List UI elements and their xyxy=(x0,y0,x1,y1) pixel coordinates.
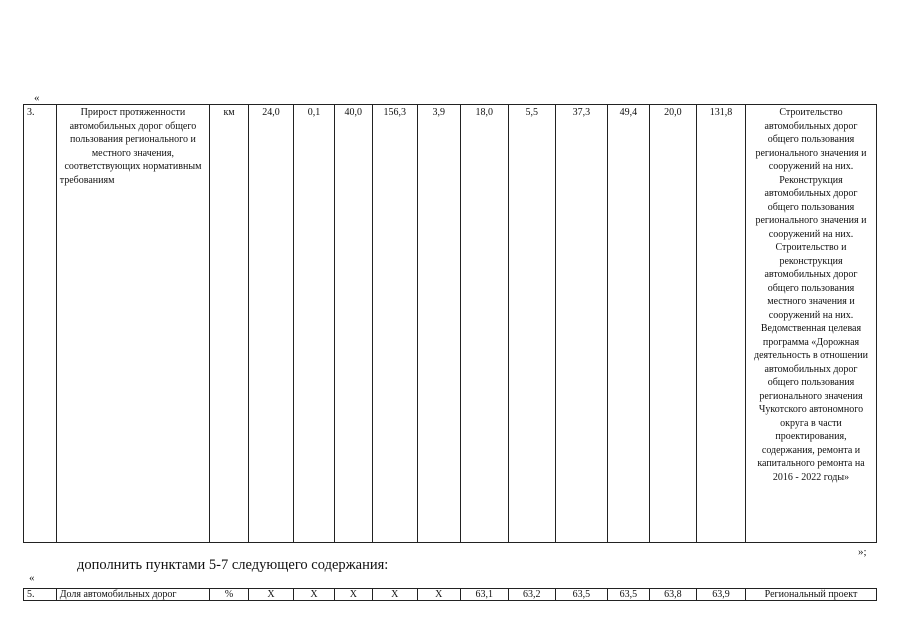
value-cell: 63,5 xyxy=(607,589,649,601)
opening-quote-2: « xyxy=(29,572,35,584)
value-cell: 20,0 xyxy=(649,105,696,543)
value-cell: 63,2 xyxy=(508,589,555,601)
value-cell: 37,3 xyxy=(555,105,607,543)
value-cell: Х xyxy=(372,589,417,601)
table-row xyxy=(24,589,877,601)
amendment-text: дополнить пунктами 5-7 следующего содержания: xyxy=(77,557,389,573)
value-cell: 49,4 xyxy=(607,105,649,543)
value-cell: 18,0 xyxy=(460,105,508,543)
unit-cell: % xyxy=(210,589,249,601)
row-number: 5. xyxy=(24,589,57,601)
value-cell: 24,0 xyxy=(248,105,293,543)
value-cell: 63,8 xyxy=(649,589,696,601)
value-cell: Х xyxy=(293,589,334,601)
row-number: 3. xyxy=(24,105,57,543)
measures-cell: Строительство автомобильных дорог общего пользования регионального значения и сооружений на них. Реконструкция автомобильных дорог общего пользования регионального значения и сооружений на них. Строительство и реконструкция автомобильных дорог общего пользования местного значения и сооружений на них. Ведомственная целевая программа «Дорожная деятельность в отношении автомобильных дорог общего пользования регионального значения Чукотского автономного округа в части проектирования, содержания, ремонта и капитального ремонта на 2016 - 2022 годы» xyxy=(745,105,876,543)
value-cell: 156,3 xyxy=(372,105,417,543)
closing-mark: »; xyxy=(858,546,867,558)
table-row xyxy=(24,105,877,543)
value-cell: 63,1 xyxy=(460,589,508,601)
value-cell: Х xyxy=(248,589,293,601)
value-cell: 40,0 xyxy=(334,105,372,543)
measures-cell: Региональный проект xyxy=(745,589,876,601)
value-cell: 3,9 xyxy=(417,105,460,543)
opening-quote: « xyxy=(34,92,40,104)
unit-cell: км xyxy=(210,105,249,543)
value-cell: 63,5 xyxy=(555,589,607,601)
indicator-name: Прирост протяженности автомобильных дорог общего пользования регионального и местного значения, соответствующих нормативным требованиям xyxy=(56,105,209,543)
indicator-name: Доля автомобильных дорог xyxy=(56,589,209,601)
value-cell: 5,5 xyxy=(508,105,555,543)
value-cell: 0,1 xyxy=(293,105,334,543)
indicator-table xyxy=(23,104,877,543)
value-cell: 63,9 xyxy=(696,589,745,601)
value-cell: 131,8 xyxy=(696,105,745,543)
value-cell: Х xyxy=(417,589,460,601)
value-cell: Х xyxy=(334,589,372,601)
indicator-table-2 xyxy=(23,588,877,601)
